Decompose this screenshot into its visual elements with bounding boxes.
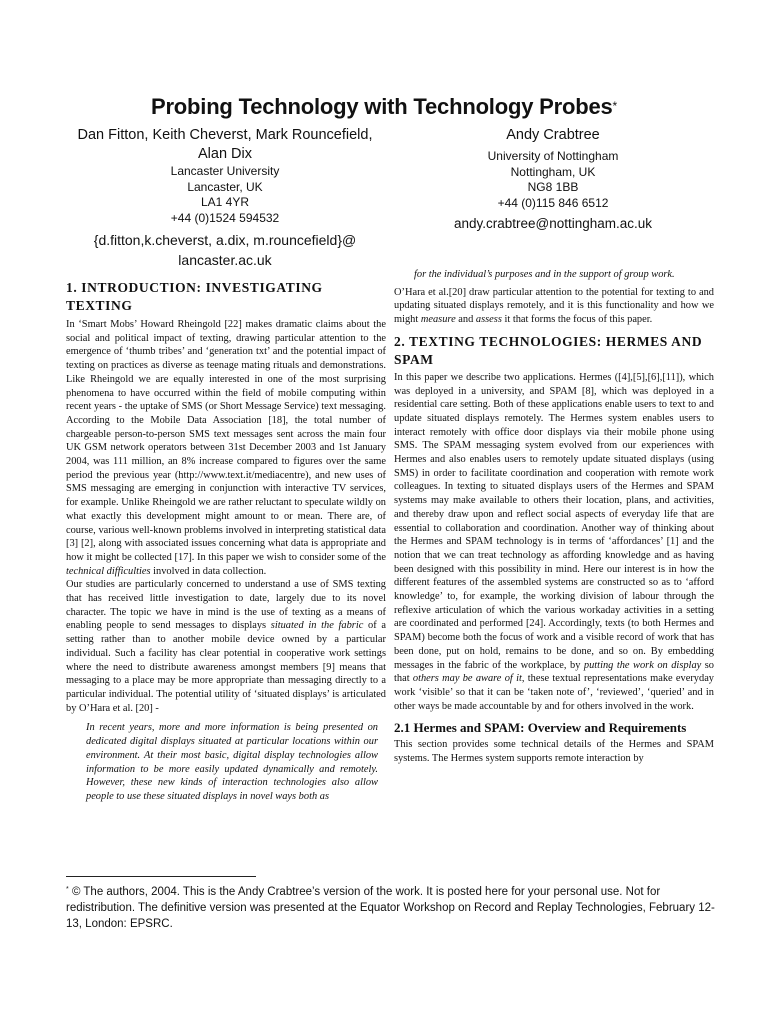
footnote-divider xyxy=(66,876,256,877)
text: Our studies are particularly concerned to understand a use of SMS texting that has received little investigation to date, largely due to its novel character. The topic we have in mind is the use of texting as a means of enabling people to send messages to displays xyxy=(66,579,386,632)
email-line: {d.fitton,k.cheverst, a.dix, m.rouncefield}@ xyxy=(93,232,357,248)
text: so that xyxy=(394,659,714,685)
paper-title xyxy=(0,94,768,120)
title-footnote-mark: * xyxy=(612,99,618,113)
email-line: lancaster.ac.uk xyxy=(178,252,272,268)
city: Nottingham, UK xyxy=(510,164,596,179)
paragraph xyxy=(66,318,386,578)
footnote-text: © The authors, 2004. This is the Andy Crabtree’s version of the work. It is posted here for your personal use. Not for redistribution. The definitive version was presented at the Equator Workshop on Record and Replay Technologies, February 12-13, London: EPSRC. xyxy=(66,886,715,930)
text: , these textual representations make everyday work ‘visible’ so that it can be ‘taken note of’, ‘reviewed’, ‘queried’ and in other ways be made accountable by and for others involved in the work. xyxy=(394,673,714,712)
city: Lancaster, UK xyxy=(187,179,263,194)
text: In ‘Smart Mobs’ Howard Rheingold [22] makes dramatic claims about the social and political impact of texting, drawing particular attention to the emergence of ‘thumb tribes’ and ‘generation txt’ and the potential impact of texting on practices as diverse as teenage mating rituals and demonstrations. Like Rheingold we are equally interested in one of the most surprising phenomena to have occurred within the field of mobile computing within recent years - the uptake of SMS (or Short Message Service) text messaging. According to the Mobile Data Association [18], the total number of chargeable person-to-person SMS text messages sent across the main four UK GSM network operators between 31st December 2003 and 1st January 2004, was 111 million, an 8% increase compared to figures over the same period the previous year (http://www.text.it/mediacentre), and new uses of SMS messaging are emerging in conjunction with interactive TV services, for example. Unlike Rheingold we are rather reluctant to speculate wildly on what exactly this development might amount to or mean. There are, of course, various well-known problems involved in interpreting statistical data [3] [2], along with associated issues concerning what data is appropriate and how it might be collected [17]. In this paper we wish to consider some of the xyxy=(66,319,386,563)
emphasis: assess xyxy=(475,314,502,326)
footnote-mark: * xyxy=(66,886,69,893)
institution: University of Nottingham xyxy=(487,149,619,163)
text: it that forms the focus of this paper. xyxy=(501,314,653,326)
section-heading-introduction: 1. INTRODUCTION: INVESTIGATING TEXTING xyxy=(66,280,323,313)
title-text: Probing Technology with Technology Probes xyxy=(150,94,613,119)
author-email xyxy=(66,230,384,270)
section-heading-texting-technologies: 2. TEXTING TECHNOLOGIES: HERMES AND SPAM xyxy=(394,333,703,367)
phone: +44 (0)115 846 6512 xyxy=(497,195,609,210)
footnote xyxy=(66,882,716,932)
affiliation-right xyxy=(393,126,713,233)
emphasis: measure xyxy=(420,314,456,326)
left-column xyxy=(66,279,386,804)
institution: Lancaster University xyxy=(170,164,280,178)
block-quote: In recent years, more and more information is being presented on dedicated digital displays situated at particular locations within our environment. At their most basic, digital display technologies allow information to be more easily updated dynamically and remotely. However, these new kinds of interaction technologies also allow people to use these situated displays in novel ways both as xyxy=(86,722,378,802)
phone: +44 (0)1524 594532 xyxy=(170,210,280,225)
text: In this paper we describe two applications. Hermes ([4],[5],[6],[11]), which was deployed in a university, and SPAM [8], which was deployed in a residential care setting. Both of these applications enable users to text to and update situated displays remotely. The Hermes system enables users to interact remotely with office door displays via their mobile phone using SMS. The SPAM messaging system evolved from our experiences with Hermes and also enables users to remotely update situated displays (using SMS) in order to facilitate coordination and cooperation with remote work colleagues. In texting to situated displays users of the Hermes and SPAM systems may make available to others their location, plans, and activities, and thereby draw upon and reflect social aspects of everyday life that are essential to collaboration and coordination. Another way of thinking about the Hermes and SPAM technology is in terms of ‘affordances’ [1] and the notion that we can treat technology as affording knowledge and as having been designed with this possibility in mind. Here our interest is in how the different features of the assembled systems are constructed so as to ‘afford knowledge’ to, for example, the working division of labour through the reflexive articulation of which the various workaday activities in a setting are coordinated and performed [24]. Accordingly, texts (to both Hermes and SPAM) become both the focus of work and a visible record of work that has been done, put on hold, remains to be done, and so on. By embedding messages in the fabric of the workplace, by xyxy=(394,371,714,671)
author-line: Alan Dix xyxy=(198,146,252,162)
postcode: LA1 4YR xyxy=(200,195,250,209)
right-column xyxy=(394,268,714,766)
text: of a setting rather than to another mobile device owned by a particular individual. Such a facility has clear potential in cooperative work settings where the need to distribute awareness amongst members [9] means that messaging to a place may be more appropriate than messaging directly to a particular individual. The potential utility of ‘situated displays’ is articulated by O’Hara et al. [20] - xyxy=(66,620,386,714)
emphasis: others may be aware of it xyxy=(412,673,522,685)
emphasis: technical difficulties xyxy=(66,565,151,577)
paragraph xyxy=(66,578,386,715)
text: involved in data collection. xyxy=(150,565,267,577)
paragraph xyxy=(394,286,714,327)
emphasis: putting the work on display xyxy=(583,659,702,671)
text: and xyxy=(455,314,476,326)
affiliation-left xyxy=(66,126,384,270)
author-email: andy.crabtree@nottingham.ac.uk xyxy=(453,216,653,231)
paragraph xyxy=(394,371,714,714)
postcode: NG8 1BB xyxy=(527,180,579,194)
emphasis: situated in the fabric xyxy=(270,620,364,632)
author-names xyxy=(66,126,384,164)
paragraph: This section provides some technical details of the Hermes and SPAM systems. The Hermes system supports remote interaction by xyxy=(394,739,714,765)
subsection-heading-overview: 2.1 Hermes and SPAM: Overview and Requirements xyxy=(394,720,687,736)
text: O’Hara et al.[20] draw particular attention to the potential for texting to and updating situated displays remotely, and it is this functionality and how we might xyxy=(394,286,714,326)
author-line: Dan Fitton, Keith Cheverst, Mark Rouncefield, xyxy=(77,127,373,143)
author-names: Andy Crabtree xyxy=(506,127,600,143)
block-quote-continued: for the individual’s purposes and in the support of group work. xyxy=(414,269,675,280)
